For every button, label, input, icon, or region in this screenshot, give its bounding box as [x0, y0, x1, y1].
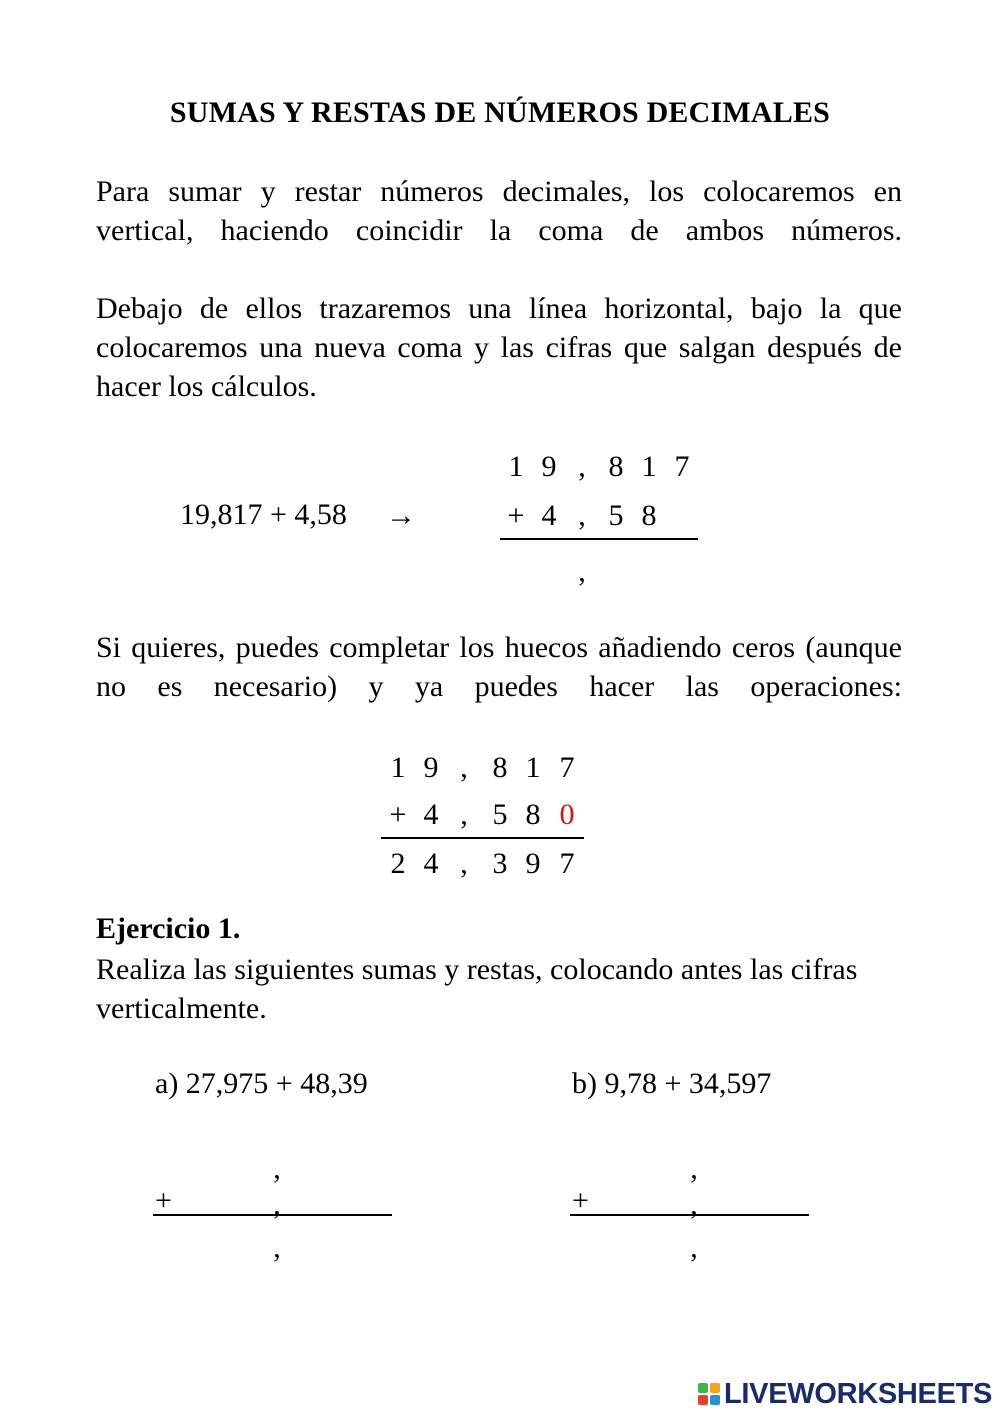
plus-sign: +: [389, 798, 407, 831]
page-title: SUMAS Y RESTAS DE NÚMEROS DECIMALES: [169, 96, 831, 129]
exercise-instructions: Realiza las siguientes sumas y restas, colocando antes las cifras verticalmente.: [96, 953, 858, 1025]
logo-block: [710, 1395, 720, 1405]
digit: 5: [492, 798, 508, 831]
logo-text: LIVEWORKSHEETS: [724, 1377, 993, 1410]
comma: ,: [460, 847, 468, 880]
digit: 7: [559, 751, 575, 784]
answer-comma: ,: [690, 1152, 698, 1185]
comma: ,: [578, 499, 586, 532]
plus-sign: +: [155, 1184, 172, 1217]
sum-line: [570, 1214, 809, 1216]
logo-block: [710, 1383, 720, 1393]
answer-comma: ,: [273, 1231, 281, 1264]
comma: ,: [460, 751, 468, 784]
digit: 4: [423, 798, 439, 831]
logo-block: [698, 1383, 708, 1393]
added-zero: 0: [559, 798, 575, 831]
intro-paragraph: Para sumar y restar números decimales, los colocaremos en vertical, haciendo coincidir la coma de ambos números.: [96, 175, 902, 247]
digit: 9: [525, 847, 541, 880]
result-comma: ,: [578, 555, 586, 588]
answer-comma: ,: [690, 1231, 698, 1264]
comma: ,: [460, 798, 468, 831]
digit: 3: [492, 847, 508, 880]
digit: 5: [608, 499, 624, 532]
exercise-heading: Ejercicio 1.: [96, 912, 241, 945]
digit: 7: [674, 450, 690, 483]
digit: 7: [559, 847, 575, 880]
digit: 8: [525, 798, 541, 831]
sum-line: [381, 837, 584, 839]
digit: 9: [541, 450, 557, 483]
plus-sign: +: [507, 499, 525, 532]
digit: 1: [508, 450, 524, 483]
digit: 4: [423, 847, 439, 880]
digit: 4: [541, 499, 557, 532]
arrow-icon: →: [386, 499, 416, 532]
example1-expression: 19,817 + 4,58: [180, 498, 347, 531]
logo-block: [698, 1395, 708, 1405]
digit: 8: [492, 751, 508, 784]
answer-comma: ,: [273, 1188, 281, 1221]
digit: 9: [423, 751, 439, 784]
digit: 8: [608, 450, 624, 483]
sum-line: [153, 1214, 392, 1216]
logo-blocks-icon: [698, 1383, 720, 1405]
plus-sign: +: [572, 1184, 589, 1217]
digit: 1: [641, 450, 657, 483]
answer-comma: ,: [690, 1188, 698, 1221]
line-paragraph: Debajo de ellos trazaremos una línea horizontal, bajo la que colocaremos una nueva coma y las cifras que salgan después de hacer los cálculos.: [96, 292, 902, 403]
exercise-label: a) 27,975 + 48,39: [155, 1067, 368, 1100]
sum-line: [500, 538, 698, 540]
digit: 2: [390, 847, 406, 880]
digit: 1: [525, 751, 541, 784]
zeros-paragraph: Si quieres, puedes completar los huecos añadiendo ceros (aunque no es necesario) y ya puedes hacer las operaciones:: [96, 631, 902, 703]
digit: 1: [390, 751, 406, 784]
liveworksheets-logo[interactable]: [698, 1378, 992, 1410]
exercise-label: b) 9,78 + 34,597: [572, 1067, 772, 1100]
digit: 8: [641, 499, 657, 532]
answer-comma: ,: [273, 1152, 281, 1185]
comma: ,: [578, 450, 586, 483]
